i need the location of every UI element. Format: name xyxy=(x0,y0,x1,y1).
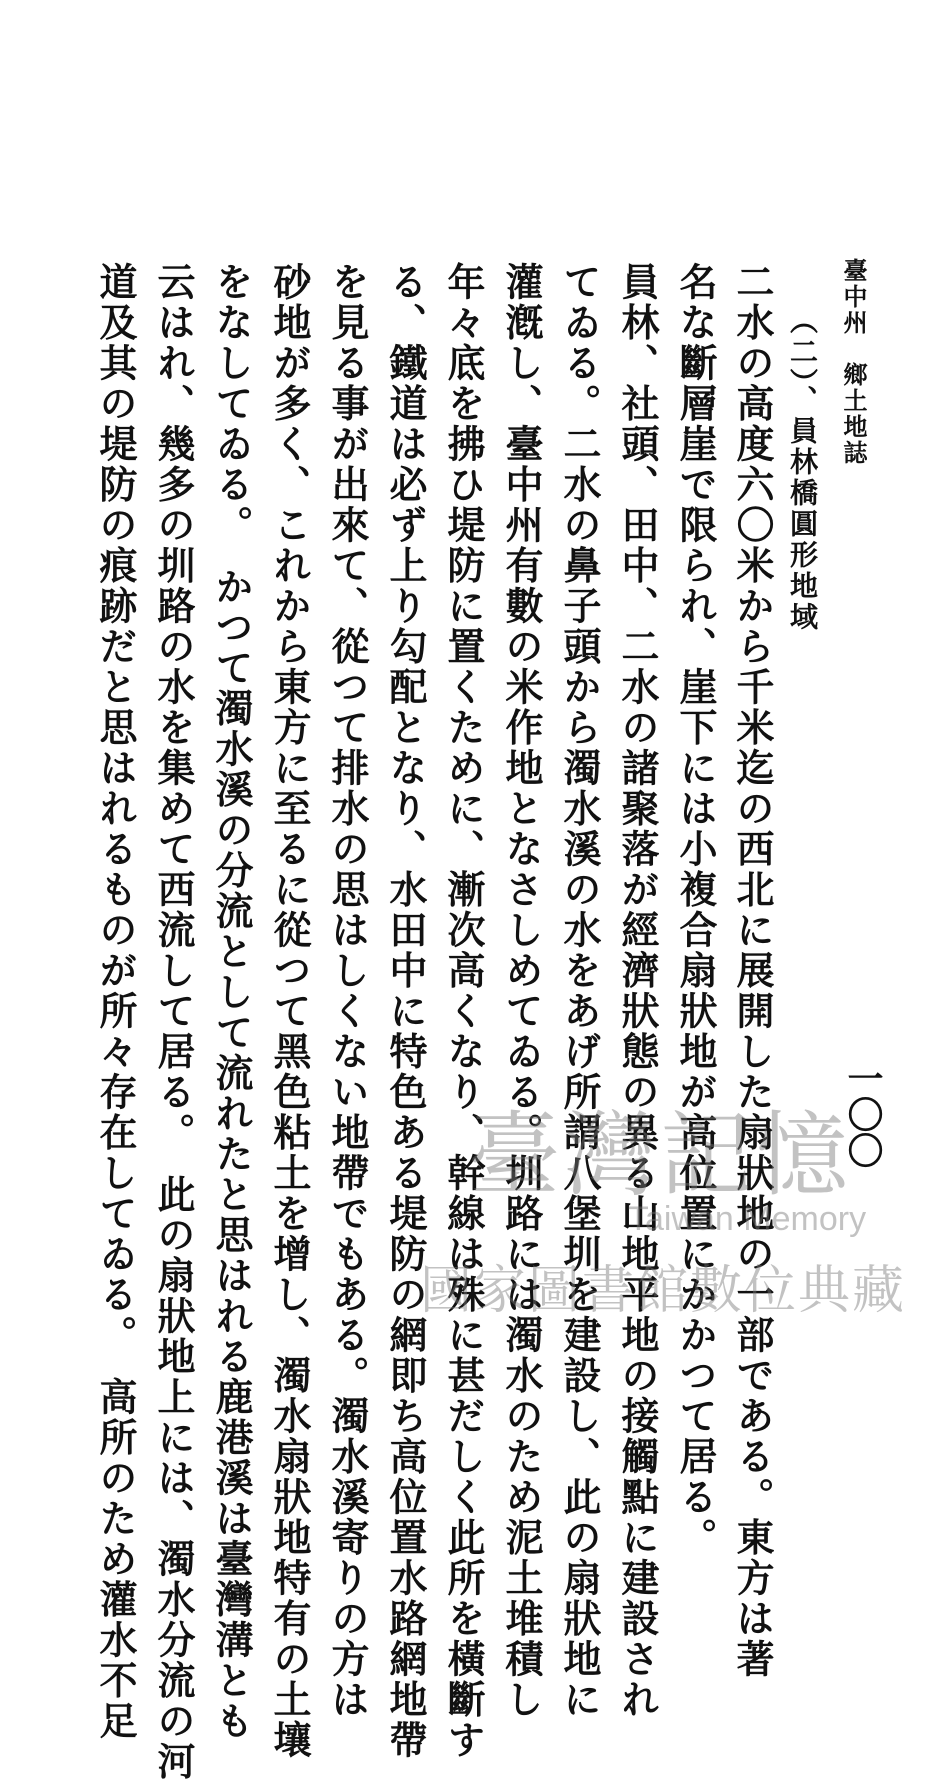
body-column-4: てゐる。二水の鼻子頭から濁水溪の水をあげ所謂八堡圳を建設し、此の扇狀地に xyxy=(557,262,602,1720)
body-column-12: 道及其の堤防の痕跡だと思はれるものが所々存在してゐる。 高所のため灌水不足 xyxy=(93,262,138,1742)
body-column-5: 灌漑し、臺中州有數の米作地となさしめてゐる。圳路には濁水のため泥土堆積し xyxy=(499,262,544,1720)
body-column-9: 砂地が多く、これから東方に至るに從つて黑色粘土を增し、濁水扇狀地特有の土壤 xyxy=(267,262,312,1761)
watermark-title: 臺灣記憶 xyxy=(468,1102,853,1209)
body-column-8: を見る事が出來て、從つて排水の思はしくない地帶でもある。濁水溪寄りの方は xyxy=(325,262,370,1720)
body-column-11: 云はれ、幾多の圳路の水を集めて西流して居る。 此の扇狀地上には、濁水分流の河 xyxy=(151,262,196,1782)
body-column-2: 名な斷層崖で限られ、崖下には小複合扇狀地が高位置にかかつて居る。 xyxy=(673,262,718,1558)
body-column-6: 年々底を拂ひ堤防に置くために、漸次高くなり、幹線は殊に甚だしく此所を橫斷す xyxy=(441,262,486,1761)
watermark-subtitle: 國家圖書館數位典藏 xyxy=(420,1261,907,1321)
section-heading: （二）、員林橋圓形地域 xyxy=(786,306,819,633)
body-column-3: 員林、社頭、田中、二水の諸聚落が經濟狀態の異る山地平地の接觸點に建設され xyxy=(615,262,660,1720)
page-number: 一〇〇 xyxy=(842,1060,884,1168)
body-column-7: る、鐵道は必ず上り勾配となり、水田中に特色ある堤防の網即ち高位置水路網地帶 xyxy=(383,262,428,1761)
running-title: 臺中州 鄉土地誌 xyxy=(839,258,868,466)
watermark-english: Taiwan Memory xyxy=(628,1200,867,1238)
body-column-1: 二水の高度六〇米から千米迄の西北に展開した扇狀地の一部である。東方は著 xyxy=(730,262,775,1680)
body-column-10: をなしてゐる。 かつて濁水溪の分流として流れたと思はれる鹿港溪は臺灣溝とも xyxy=(209,262,254,1742)
